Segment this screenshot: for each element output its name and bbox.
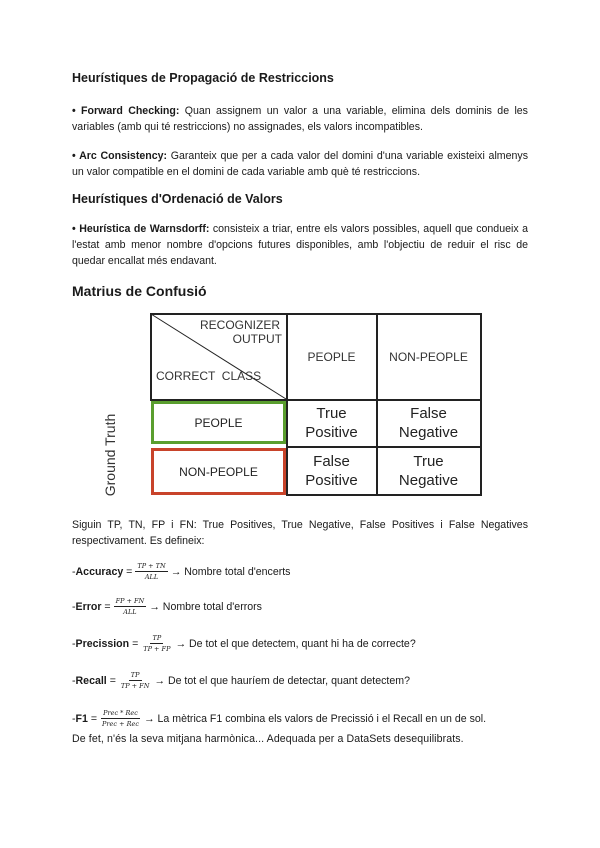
denominator: ALL	[123, 608, 137, 616]
metric-label-recall: Recall	[75, 674, 107, 687]
section-title-ordenacio: Heurístiques d'Ordenació de Valors	[72, 192, 283, 206]
paragraph-arc-consistency	[72, 148, 528, 180]
formula-precision: - Precission = $\frac{TP}{TP + FP}$ → De tot el que detectem, quant hi ha de correcte?	[72, 634, 416, 653]
row-label-non-people: NON-PEOPLE	[151, 448, 286, 495]
text-warnsdorff: consisteix a triar, entre els valors possibles, aquell que condueix a l'estat amb menor nombre d'opcions futures disponibles, amb l'objectiu de reduir el risc de quedar encallat més endavant.	[72, 223, 529, 267]
term-forward-checking: • Forward Checking:	[72, 105, 180, 117]
header-recognizer: RECOGNIZER	[199, 318, 280, 332]
fraction-f1	[100, 709, 141, 728]
grid-line-mid	[286, 446, 482, 448]
fraction-recall	[119, 671, 152, 690]
metric-label-error: Error	[75, 600, 102, 613]
numerator: TP + TN	[137, 562, 166, 570]
cell-false-positive: False Positive	[305, 453, 358, 489]
denominator: TP + FN	[120, 682, 150, 690]
paragraph-warnsdorff	[72, 221, 528, 269]
formula-f1: - F1 = $\frac{\text{Prec * Rec}}{\text{Prec + Rec}}$ → La mètrica F1 combina els valors de Precissió i el Recall en un de sol.	[72, 709, 487, 728]
metric-label-accuracy: Accuracy	[75, 565, 124, 578]
text-forward-checking: Quan assignem un valor a una variable, elimina dels dominis de les variables (amb qui té restriccions) no assignades, els valors incompatibles.	[72, 105, 528, 133]
term-arc-consistency: • Arc Consistency:	[72, 150, 168, 162]
metric-desc-precision: De tot el que detectem, quant hi ha de correcte?	[188, 637, 416, 650]
section-title-propagacio: Heurístiques de Propagació de Restriccions	[72, 71, 334, 85]
formula-error: - Error = $\frac{FP + FN}{\text{ALL}}$ → Nombre total d'errors	[72, 597, 262, 616]
numerator: TP	[130, 671, 140, 679]
term-warnsdorff: • Heurística de Warnsdorff:	[72, 223, 210, 235]
header-output: OUTPUT	[232, 332, 282, 346]
formula-recall: - Recall = $\frac{TP}{TP + FN}$ → De tot el que hauríem de detectar, quant detectem?	[72, 671, 410, 690]
metric-desc-f1-line2: De fet, n'és la seva mitjana harmònica... Adequada per a DataSets desequilibrats.	[72, 733, 464, 745]
column-header-people: PEOPLE	[307, 350, 356, 364]
grid-line-bottom	[286, 494, 482, 496]
row-label-people: PEOPLE	[151, 401, 286, 444]
metric-desc-accuracy: Nombre total d'encerts	[184, 565, 291, 578]
metric-desc-f1: La mètrica F1 combina els valors de Precissió i el Recall en un de sol.	[157, 712, 487, 725]
denominator: Prec + Rec	[102, 720, 139, 728]
metric-desc-error: Nombre total d'errors	[162, 600, 262, 613]
numerator: TP	[152, 634, 162, 642]
confusion-matrix	[150, 313, 482, 496]
numerator: Prec * Rec	[103, 709, 138, 717]
formula-accuracy: - Accuracy = $\frac{TP + TN}{\text{ALL}}$ → Nombre total d'encerts	[72, 562, 291, 581]
fraction-precision	[141, 634, 172, 653]
numerator: FP + FN	[115, 597, 145, 605]
text-arc-consistency: Garanteix que per a cada valor del domini d'una variable existeixi almenys un valor compatible en el domini de cada variable amb què té restriccions.	[72, 150, 528, 178]
cell-false-negative: False Negative	[398, 405, 459, 441]
axis-label-ground-truth: Ground Truth	[102, 413, 118, 497]
fraction-accuracy	[135, 562, 167, 581]
denominator: TP + FP	[143, 645, 171, 653]
metric-label-f1: F1	[75, 712, 88, 725]
fraction-error	[114, 597, 147, 616]
grid-line-right	[480, 313, 482, 496]
cell-true-positive: True Positive	[305, 405, 358, 441]
metric-label-precision: Precission	[75, 637, 130, 650]
paragraph-intro: Siguin TP, TN, FP i FN: True Positives, True Negative, False Positives i False Negatives respectivament. Es defineix:	[72, 519, 528, 547]
metric-desc-recall: De tot el que hauríem de detectar, quant detectem?	[167, 674, 410, 687]
column-header-non-people: NON-PEOPLE	[389, 350, 468, 364]
header-correct-class: CORRECT CLASS	[156, 369, 262, 383]
section-title-confusio: Matrius de Confusió	[72, 283, 207, 299]
paragraph-forward-checking	[72, 103, 528, 135]
cell-true-negative: True Negative	[398, 453, 459, 489]
denominator: ALL	[144, 573, 159, 581]
